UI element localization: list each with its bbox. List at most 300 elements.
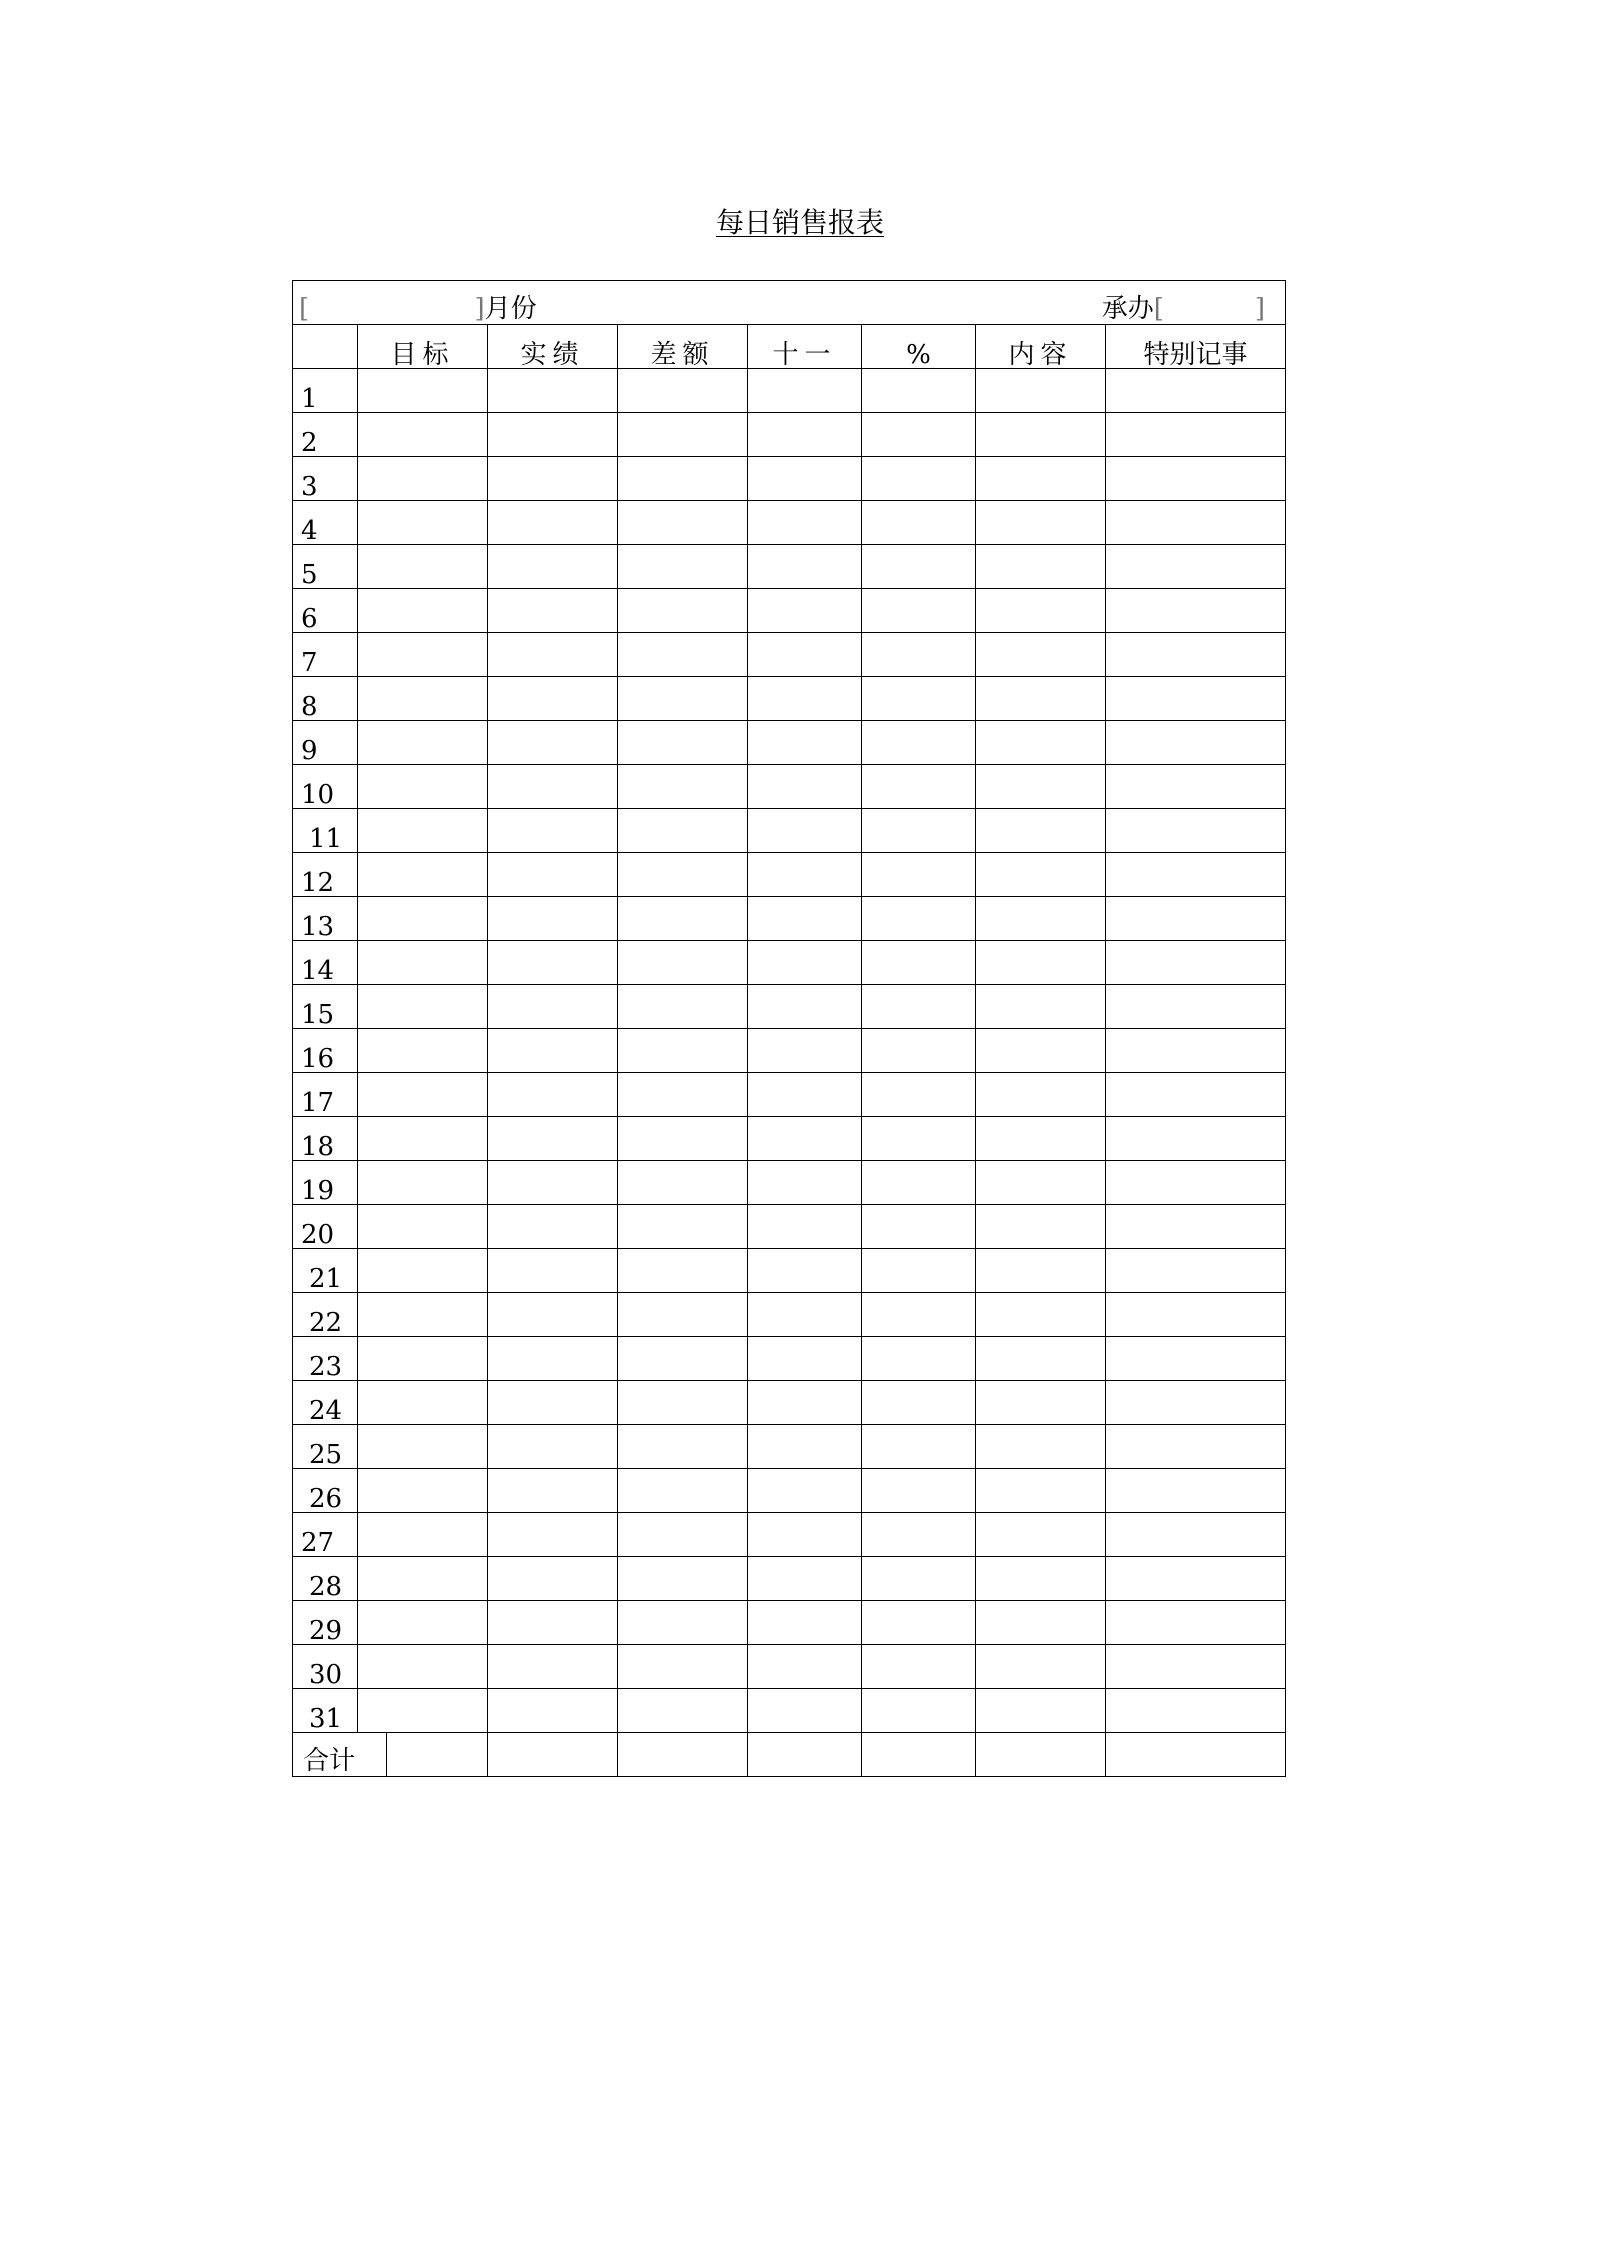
cell-actual[interactable] xyxy=(488,853,618,897)
cell-difference[interactable] xyxy=(618,633,748,677)
cell-plus-minus[interactable] xyxy=(748,677,862,721)
cell-actual[interactable] xyxy=(488,1161,618,1205)
cell-difference[interactable] xyxy=(618,765,748,809)
cell-actual[interactable] xyxy=(488,941,618,985)
cell-plus-minus[interactable] xyxy=(748,1073,862,1117)
cell-target[interactable] xyxy=(358,809,488,853)
day-row xyxy=(293,897,1286,941)
cell-plus-minus[interactable] xyxy=(748,721,862,765)
cell-plus-minus[interactable] xyxy=(748,1645,862,1689)
cell-content[interactable] xyxy=(976,545,1106,589)
cell-target[interactable] xyxy=(358,985,488,1029)
day-label: 9 xyxy=(293,721,358,765)
cell-content[interactable] xyxy=(976,941,1106,985)
cell-special-notes[interactable] xyxy=(1106,677,1286,721)
cell-target[interactable] xyxy=(358,721,488,765)
day-label: 11 xyxy=(293,809,358,853)
cell-percent[interactable] xyxy=(862,1293,976,1337)
day-row xyxy=(293,413,1286,457)
day-row xyxy=(293,941,1286,985)
day-row xyxy=(293,545,1286,589)
day-row xyxy=(293,1601,1286,1645)
cell-actual[interactable] xyxy=(488,721,618,765)
day-label: 21 xyxy=(293,1249,358,1293)
page-title xyxy=(0,203,1600,243)
cell-plus-minus[interactable] xyxy=(748,545,862,589)
cell-special-notes[interactable] xyxy=(1106,457,1286,501)
cell-difference[interactable] xyxy=(618,1645,748,1689)
cell-actual[interactable] xyxy=(488,369,618,413)
cell-actual[interactable] xyxy=(488,1073,618,1117)
sales-report-table xyxy=(292,280,1286,1777)
cell-plus-minus[interactable] xyxy=(748,897,862,941)
cell-actual[interactable] xyxy=(488,1557,618,1601)
cell-difference[interactable] xyxy=(618,1117,748,1161)
cell-content[interactable] xyxy=(976,1469,1106,1513)
cell-actual[interactable] xyxy=(488,633,618,677)
cell-percent[interactable] xyxy=(862,413,976,457)
cell-content[interactable] xyxy=(976,457,1106,501)
day-row xyxy=(293,1293,1286,1337)
cell-actual[interactable] xyxy=(488,765,618,809)
day-row xyxy=(293,677,1286,721)
cell-target[interactable] xyxy=(358,1689,488,1733)
day-row xyxy=(293,457,1286,501)
day-row xyxy=(293,1425,1286,1469)
cell-special-notes[interactable] xyxy=(1106,897,1286,941)
cell-target[interactable] xyxy=(358,897,488,941)
cell-percent[interactable] xyxy=(862,985,976,1029)
day-row xyxy=(293,853,1286,897)
day-label: 2 xyxy=(293,413,358,457)
cell-difference[interactable] xyxy=(618,1249,748,1293)
cell-percent[interactable] xyxy=(862,369,976,413)
header-row xyxy=(293,325,1286,369)
cell-content[interactable] xyxy=(976,1117,1106,1161)
cell-special-notes[interactable] xyxy=(1106,369,1286,413)
cell-actual[interactable] xyxy=(488,589,618,633)
day-label: 26 xyxy=(293,1469,358,1513)
cell-actual[interactable] xyxy=(488,897,618,941)
cell-target[interactable] xyxy=(358,677,488,721)
cell-plus-minus[interactable] xyxy=(748,1161,862,1205)
cell-special-notes[interactable] xyxy=(1106,1381,1286,1425)
cell-target[interactable] xyxy=(358,1337,488,1381)
cell-target[interactable] xyxy=(358,941,488,985)
cell-special-notes[interactable] xyxy=(1106,1469,1286,1513)
cell-actual[interactable] xyxy=(488,1117,618,1161)
cell-plus-minus[interactable] xyxy=(748,1601,862,1645)
day-row xyxy=(293,1689,1286,1733)
cell-plus-minus[interactable] xyxy=(748,1293,862,1337)
cell-actual[interactable] xyxy=(488,1293,618,1337)
cell-target[interactable] xyxy=(358,501,488,545)
cell-difference[interactable] xyxy=(618,1425,748,1469)
cell-plus-minus[interactable] xyxy=(748,589,862,633)
cell-target[interactable] xyxy=(358,1117,488,1161)
cell-content[interactable] xyxy=(976,633,1106,677)
day-label: 17 xyxy=(293,1073,358,1117)
cell-actual[interactable] xyxy=(488,1601,618,1645)
day-row xyxy=(293,1073,1286,1117)
day-row xyxy=(293,1161,1286,1205)
cell-target[interactable] xyxy=(358,457,488,501)
cell-difference[interactable] xyxy=(618,457,748,501)
cell-difference[interactable] xyxy=(618,1337,748,1381)
cell-special-notes[interactable] xyxy=(1106,1645,1286,1689)
cell-target[interactable] xyxy=(358,413,488,457)
cell-target[interactable] xyxy=(358,1293,488,1337)
header-difference: 差额 xyxy=(618,325,748,369)
cell-special-notes[interactable] xyxy=(1106,985,1286,1029)
cell-difference[interactable] xyxy=(618,1381,748,1425)
header-target: 目标 xyxy=(358,325,488,369)
cell-percent[interactable] xyxy=(862,1557,976,1601)
header-plus-minus: 十一 xyxy=(748,325,862,369)
cell-content[interactable] xyxy=(976,853,1106,897)
day-label: 13 xyxy=(293,897,358,941)
handler-close-bracket: ] xyxy=(1254,294,1265,324)
cell-percent[interactable] xyxy=(862,1469,976,1513)
cell-difference[interactable] xyxy=(618,413,748,457)
cell-actual[interactable] xyxy=(488,457,618,501)
cell-content[interactable] xyxy=(976,413,1106,457)
cell-target[interactable] xyxy=(358,1645,488,1689)
cell-content[interactable] xyxy=(976,1689,1106,1733)
day-label: 28 xyxy=(293,1557,358,1601)
handler-blank[interactable] xyxy=(1164,294,1255,324)
cell-actual[interactable] xyxy=(488,1689,618,1733)
cell-special-notes[interactable] xyxy=(1106,633,1286,677)
cell-content[interactable] xyxy=(976,1645,1106,1689)
day-row xyxy=(293,1249,1286,1293)
cell-target[interactable] xyxy=(358,765,488,809)
cell-percent[interactable] xyxy=(862,545,976,589)
day-label: 20 xyxy=(293,1205,358,1249)
cell-percent[interactable] xyxy=(862,1249,976,1293)
day-label: 25 xyxy=(293,1425,358,1469)
cell-difference[interactable] xyxy=(618,941,748,985)
cell-special-notes[interactable] xyxy=(1106,501,1286,545)
cell-plus-minus[interactable] xyxy=(748,853,862,897)
cell-target[interactable] xyxy=(358,1601,488,1645)
cell-percent[interactable] xyxy=(862,897,976,941)
day-row xyxy=(293,1645,1286,1689)
cell-special-notes[interactable] xyxy=(1106,413,1286,457)
cell-content[interactable] xyxy=(976,809,1106,853)
cell-difference[interactable] xyxy=(618,1293,748,1337)
cell-special-notes[interactable] xyxy=(1106,1293,1286,1337)
month-field[interactable] xyxy=(299,296,537,322)
cell-percent[interactable] xyxy=(862,1205,976,1249)
cell-difference[interactable] xyxy=(618,1073,748,1117)
cell-difference[interactable] xyxy=(618,589,748,633)
day-label: 4 xyxy=(293,501,358,545)
cell-difference[interactable] xyxy=(618,545,748,589)
cell-plus-minus[interactable] xyxy=(748,1689,862,1733)
cell-plus-minus[interactable] xyxy=(748,765,862,809)
cell-plus-minus[interactable] xyxy=(748,1381,862,1425)
day-row xyxy=(293,721,1286,765)
cell-content[interactable] xyxy=(976,1249,1106,1293)
cell-target[interactable] xyxy=(358,589,488,633)
cell-percent[interactable] xyxy=(862,941,976,985)
cell-plus-minus[interactable] xyxy=(748,985,862,1029)
cell-actual[interactable] xyxy=(488,1645,618,1689)
cell-difference[interactable] xyxy=(618,1205,748,1249)
cell-difference[interactable] xyxy=(618,809,748,853)
cell-actual[interactable] xyxy=(488,1337,618,1381)
total-cell-difference[interactable] xyxy=(618,1733,748,1777)
cell-special-notes[interactable] xyxy=(1106,809,1286,853)
cell-difference[interactable] xyxy=(618,1161,748,1205)
cell-special-notes[interactable] xyxy=(1106,1557,1286,1601)
cell-special-notes[interactable] xyxy=(1106,1249,1286,1293)
cell-actual[interactable] xyxy=(488,413,618,457)
cell-plus-minus[interactable] xyxy=(748,1029,862,1073)
day-label: 29 xyxy=(293,1601,358,1645)
cell-plus-minus[interactable] xyxy=(748,457,862,501)
cell-content[interactable] xyxy=(976,1557,1106,1601)
cell-plus-minus[interactable] xyxy=(748,501,862,545)
cell-percent[interactable] xyxy=(862,721,976,765)
cell-target[interactable] xyxy=(358,1029,488,1073)
handler-open-bracket: [ xyxy=(1153,294,1164,324)
day-label: 23 xyxy=(293,1337,358,1381)
total-cell-actual[interactable] xyxy=(488,1733,618,1777)
cell-percent[interactable] xyxy=(862,501,976,545)
cell-target[interactable] xyxy=(358,1249,488,1293)
cell-percent[interactable] xyxy=(862,1601,976,1645)
month-open-bracket: [ xyxy=(299,294,310,324)
cell-actual[interactable] xyxy=(488,677,618,721)
cell-special-notes[interactable] xyxy=(1106,721,1286,765)
cell-content[interactable] xyxy=(976,1425,1106,1469)
day-row xyxy=(293,589,1286,633)
handler-field[interactable] xyxy=(1102,296,1265,322)
cell-target[interactable] xyxy=(358,1381,488,1425)
info-cell xyxy=(293,281,1286,325)
day-label: 31 xyxy=(293,1689,358,1733)
cell-percent[interactable] xyxy=(862,1689,976,1733)
total-label: 合计 xyxy=(303,1746,356,1776)
day-row xyxy=(293,1381,1286,1425)
cell-difference[interactable] xyxy=(618,369,748,413)
cell-actual[interactable] xyxy=(488,1381,618,1425)
cell-actual[interactable] xyxy=(488,1469,618,1513)
cell-target[interactable] xyxy=(358,1557,488,1601)
cell-percent[interactable] xyxy=(862,809,976,853)
day-label: 1 xyxy=(293,369,358,413)
cell-difference[interactable] xyxy=(618,721,748,765)
cell-difference[interactable] xyxy=(618,1601,748,1645)
cell-content[interactable] xyxy=(976,897,1106,941)
cell-content[interactable] xyxy=(976,1029,1106,1073)
cell-difference[interactable] xyxy=(618,1557,748,1601)
total-divider xyxy=(386,1733,387,1776)
handler-label: 承办 xyxy=(1101,294,1154,324)
cell-target[interactable] xyxy=(358,369,488,413)
cell-difference[interactable] xyxy=(618,1029,748,1073)
cell-content[interactable] xyxy=(976,1601,1106,1645)
info-row xyxy=(293,281,1286,325)
cell-actual[interactable] xyxy=(488,1249,618,1293)
cell-target[interactable] xyxy=(358,545,488,589)
day-label: 22 xyxy=(293,1293,358,1337)
day-label: 24 xyxy=(293,1381,358,1425)
cell-plus-minus[interactable] xyxy=(748,1513,862,1557)
cell-content[interactable] xyxy=(976,985,1106,1029)
cell-difference[interactable] xyxy=(618,853,748,897)
header-actual: 实绩 xyxy=(488,325,618,369)
cell-difference[interactable] xyxy=(618,897,748,941)
cell-difference[interactable] xyxy=(618,501,748,545)
cell-content[interactable] xyxy=(976,1205,1106,1249)
month-close-bracket: ] xyxy=(474,294,485,324)
title-text: 每日销售报表 xyxy=(715,206,884,239)
header-percent: % xyxy=(862,325,976,369)
day-row xyxy=(293,809,1286,853)
cell-percent[interactable] xyxy=(862,677,976,721)
cell-content[interactable] xyxy=(976,1293,1106,1337)
cell-difference[interactable] xyxy=(618,677,748,721)
cell-content[interactable] xyxy=(976,369,1106,413)
day-row xyxy=(293,1513,1286,1557)
total-cell-target[interactable] xyxy=(358,1733,488,1777)
total-cell-special-notes[interactable] xyxy=(1106,1733,1286,1777)
cell-special-notes[interactable] xyxy=(1106,1161,1286,1205)
cell-difference[interactable] xyxy=(618,1513,748,1557)
cell-percent[interactable] xyxy=(862,1337,976,1381)
cell-target[interactable] xyxy=(358,853,488,897)
day-label: 5 xyxy=(293,545,358,589)
day-row xyxy=(293,633,1286,677)
cell-content[interactable] xyxy=(976,1381,1106,1425)
day-label: 16 xyxy=(293,1029,358,1073)
cell-content[interactable] xyxy=(976,1073,1106,1117)
total-cell-percent[interactable] xyxy=(862,1733,976,1777)
cell-plus-minus[interactable] xyxy=(748,1249,862,1293)
cell-percent[interactable] xyxy=(862,1161,976,1205)
cell-actual[interactable] xyxy=(488,501,618,545)
day-label: 14 xyxy=(293,941,358,985)
cell-target[interactable] xyxy=(358,1469,488,1513)
day-row xyxy=(293,1205,1286,1249)
cell-special-notes[interactable] xyxy=(1106,1073,1286,1117)
cell-percent[interactable] xyxy=(862,1381,976,1425)
cell-actual[interactable] xyxy=(488,985,618,1029)
cell-special-notes[interactable] xyxy=(1106,589,1286,633)
day-row xyxy=(293,1557,1286,1601)
day-row xyxy=(293,985,1286,1029)
cell-plus-minus[interactable] xyxy=(748,809,862,853)
day-label: 10 xyxy=(293,765,358,809)
cell-content[interactable] xyxy=(976,721,1106,765)
day-label: 3 xyxy=(293,457,358,501)
cell-percent[interactable] xyxy=(862,589,976,633)
cell-special-notes[interactable] xyxy=(1106,853,1286,897)
cell-plus-minus[interactable] xyxy=(748,1425,862,1469)
cell-special-notes[interactable] xyxy=(1106,545,1286,589)
cell-actual[interactable] xyxy=(488,809,618,853)
cell-actual[interactable] xyxy=(488,1513,618,1557)
cell-target[interactable] xyxy=(358,1513,488,1557)
cell-plus-minus[interactable] xyxy=(748,1205,862,1249)
cell-target[interactable] xyxy=(358,1161,488,1205)
cell-special-notes[interactable] xyxy=(1106,1601,1286,1645)
cell-target[interactable] xyxy=(358,1205,488,1249)
cell-percent[interactable] xyxy=(862,1513,976,1557)
cell-content[interactable] xyxy=(976,1161,1106,1205)
day-label: 30 xyxy=(293,1645,358,1689)
cell-percent[interactable] xyxy=(862,765,976,809)
cell-special-notes[interactable] xyxy=(1106,765,1286,809)
cell-percent[interactable] xyxy=(862,1645,976,1689)
cell-percent[interactable] xyxy=(862,1029,976,1073)
cell-special-notes[interactable] xyxy=(1106,1117,1286,1161)
cell-content[interactable] xyxy=(976,677,1106,721)
cell-target[interactable] xyxy=(358,1425,488,1469)
day-row xyxy=(293,1469,1286,1513)
header-corner-cell xyxy=(293,325,358,369)
cell-special-notes[interactable] xyxy=(1106,1425,1286,1469)
cell-difference[interactable] xyxy=(618,985,748,1029)
total-row xyxy=(293,1733,1286,1777)
cell-plus-minus[interactable] xyxy=(748,369,862,413)
total-cell-plus-minus[interactable] xyxy=(748,1733,862,1777)
day-label: 27 xyxy=(293,1513,358,1557)
day-label: 12 xyxy=(293,853,358,897)
cell-actual[interactable] xyxy=(488,545,618,589)
cell-plus-minus[interactable] xyxy=(748,1117,862,1161)
cell-plus-minus[interactable] xyxy=(748,1469,862,1513)
cell-percent[interactable] xyxy=(862,1117,976,1161)
month-blank[interactable] xyxy=(309,294,474,324)
cell-actual[interactable] xyxy=(488,1425,618,1469)
cell-plus-minus[interactable] xyxy=(748,1337,862,1381)
cell-percent[interactable] xyxy=(862,853,976,897)
cell-plus-minus[interactable] xyxy=(748,1557,862,1601)
cell-special-notes[interactable] xyxy=(1106,1513,1286,1557)
cell-special-notes[interactable] xyxy=(1106,1689,1286,1733)
cell-difference[interactable] xyxy=(618,1689,748,1733)
cell-content[interactable] xyxy=(976,501,1106,545)
cell-special-notes[interactable] xyxy=(1106,1029,1286,1073)
cell-special-notes[interactable] xyxy=(1106,1205,1286,1249)
day-label: 18 xyxy=(293,1117,358,1161)
cell-actual[interactable] xyxy=(488,1029,618,1073)
cell-special-notes[interactable] xyxy=(1106,941,1286,985)
cell-actual[interactable] xyxy=(488,1205,618,1249)
month-label: 月份 xyxy=(484,294,537,324)
cell-target[interactable] xyxy=(358,1073,488,1117)
cell-plus-minus[interactable] xyxy=(748,633,862,677)
cell-percent[interactable] xyxy=(862,1073,976,1117)
total-cell-content[interactable] xyxy=(976,1733,1106,1777)
cell-content[interactable] xyxy=(976,589,1106,633)
cell-content[interactable] xyxy=(976,1337,1106,1381)
cell-special-notes[interactable] xyxy=(1106,1337,1286,1381)
cell-content[interactable] xyxy=(976,1513,1106,1557)
cell-difference[interactable] xyxy=(618,1469,748,1513)
cell-percent[interactable] xyxy=(862,457,976,501)
cell-percent[interactable] xyxy=(862,1425,976,1469)
cell-plus-minus[interactable] xyxy=(748,413,862,457)
cell-plus-minus[interactable] xyxy=(748,941,862,985)
cell-percent[interactable] xyxy=(862,633,976,677)
cell-content[interactable] xyxy=(976,765,1106,809)
cell-target[interactable] xyxy=(358,633,488,677)
